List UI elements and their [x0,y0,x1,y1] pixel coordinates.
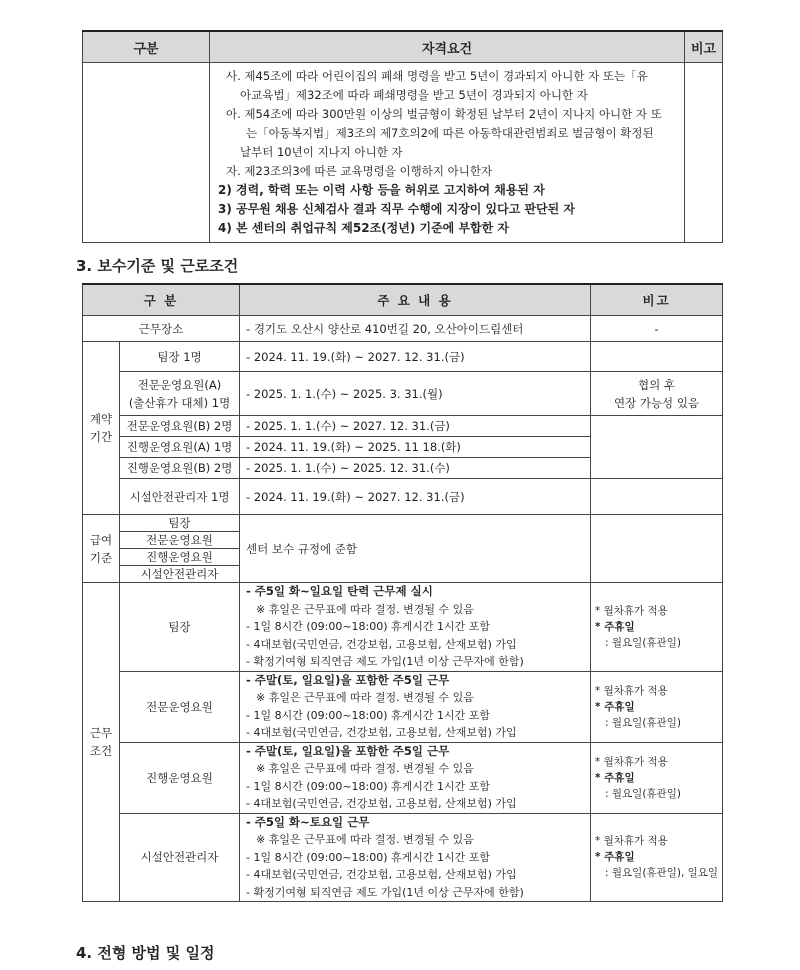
contract-period: - 2024. 11. 19.(화) ~ 2027. 12. 31.(금) [240,479,591,515]
header-remark: 비고 [591,284,723,316]
pay-role: 전문운영요원 [120,532,240,549]
work-content: - 주말(토, 일요일)을 포함한 주5일 근무 ※ 휴일은 근무표에 따라 결정. 변경될 수 있음 - 1일 8시간 (09:00~18:00) 휴게시간 1시간 포함 - 4대보험(국민연금, 건강보험, 고용보험, 산재보험) 가입 [240,671,591,742]
qualification-table [82,30,723,243]
contract-role: 팀장 1명 [120,342,240,372]
contract-period: - 2024. 11. 19.(화) ~ 2025. 11 18.(화) [240,437,591,458]
work-role: 진행운영요원 [120,742,240,813]
pay-role: 진행운영요원 [120,549,240,566]
contract-remark: 협의 후 연장 가능성 있음 [591,372,723,416]
pay-role: 시설안전관리자 [120,566,240,583]
work-role: 팀장 [120,583,240,672]
work-remark: * 월차휴가 적용 * 주휴일 : 월요일(휴관일) [591,583,723,672]
contract-period: - 2025. 1. 1.(수) ~ 2025. 3. 31.(월) [240,372,591,416]
qualification-line: 사. 제45조에 따라 어린이집의 폐쇄 명령을 받고 5년이 경과되지 아니한 자 또는「유 [226,69,648,83]
section-3-title: 3. 보수기준 및 근로조건 [76,257,239,275]
work-content: - 주말(토, 일요일)을 포함한 주5일 근무 ※ 휴일은 근무표에 따라 결정. 변경될 수 있음 - 1일 8시간 (09:00~18:00) 휴게시간 1시간 포함 - 4대보험(국민연금, 건강보험, 고용보험, 산재보험) 가입 [240,742,591,813]
workplace-content: - 경기도 오산시 양산로 410번길 20, 오산아이드림센터 [240,316,591,342]
qualification-line: 아교육법」제32조에 따라 폐쇄명령을 받고 5년이 경과되지 아니한 자 [240,88,588,102]
pay-role: 팀장 [120,515,240,532]
qualification-line: 2) 경력, 학력 또는 이력 사항 등을 허위로 고지하여 채용된 자 [218,183,545,197]
contract-remark-empty [591,342,723,372]
qualification-line: 아. 제54조에 따라 300만원 이상의 벌금형이 확정된 날부터 2년이 지나지 아니한 자 또 [226,107,662,121]
workplace-label: 근무장소 [83,316,240,342]
category-cell [83,63,210,243]
qualification-line: 4) 본 센터의 취업규칙 제52조(정년) 기준에 부합한 자 [218,221,509,235]
pay-content: 센터 보수 규정에 준함 [240,515,591,583]
contract-role: 시설안전관리자 1명 [120,479,240,515]
work-content: - 주5일 화~일요일 탄력 근무제 실시 ※ 휴일은 근무표에 따라 결정. 변경될 수 있음 - 1일 8시간 (09:00~18:00) 휴게시간 1시간 포함 - 4대보험(국민연금, 건강보험, 고용보험, 산재보험) 가입 - 확정기여형 퇴직연금 제도 가입(1년 이상 근무자에 한함) [240,583,591,672]
contract-period: - 2024. 11. 19.(화) ~ 2027. 12. 31.(금) [240,342,591,372]
qualification-line: 3) 공무원 채용 신체검사 결과 직무 수행에 지장이 있다고 판단된 자 [218,202,576,216]
contract-period: - 2025. 1. 1.(수) ~ 2025. 12. 31.(수) [240,458,591,479]
contract-period-label: 계약 기간 [83,342,120,515]
contract-role: 전문운영요원(A) (출산휴가 대체) 1명 [120,372,240,416]
work-content: - 주5일 화~토요일 근무 ※ 휴일은 근무표에 따라 결정. 변경될 수 있음 - 1일 8시간 (09:00~18:00) 휴게시간 1시간 포함 - 4대보험(국민연금, 건강보험, 고용보험, 산재보험) 가입 - 확정기여형 퇴직연금 제도 가입(1년 이상 근무자에 한함) [240,813,591,902]
pay-standard-label: 급여 기준 [83,515,120,583]
working-conditions-label: 근무 조건 [83,583,120,902]
compensation-table [82,283,723,902]
work-role: 시설안전관리자 [120,813,240,902]
work-remark: * 월차휴가 적용 * 주휴일 : 월요일(휴관일), 일요일 [591,813,723,902]
workplace-remark: - [591,316,723,342]
qualification-cell [210,63,685,243]
contract-role: 진행운영요원(B) 2명 [120,458,240,479]
work-remark: * 월차휴가 적용 * 주휴일 : 월요일(휴관일) [591,671,723,742]
contract-role: 진행운영요원(A) 1명 [120,437,240,458]
qualification-line: 날부터 10년이 지나지 아니한 자 [240,145,403,159]
remark-cell [685,63,723,243]
contract-remark-empty [591,479,723,515]
contract-role: 전문운영요원(B) 2명 [120,416,240,437]
contract-remark-empty [591,416,723,479]
qualification-line: 는「아동복지법」제3조의 제7호의2에 따른 아동학대관련범죄로 벌금형이 확정된 [246,126,654,140]
header-category: 구 분 [83,284,240,316]
work-role: 전문운영요원 [120,671,240,742]
header-qualification: 자격요건 [210,31,685,63]
header-content: 주 요 내 용 [240,284,591,316]
contract-period: - 2025. 1. 1.(수) ~ 2027. 12. 31.(금) [240,416,591,437]
header-category: 구분 [83,31,210,63]
pay-remark [591,515,723,583]
work-remark: * 월차휴가 적용 * 주휴일 : 월요일(휴관일) [591,742,723,813]
section-4-title: 4. 전형 방법 및 일정 [76,944,215,962]
header-remark: 비고 [685,31,723,63]
qualification-line: 자. 제23조의3에 따른 교육명령을 이행하지 아니한자 [226,164,493,178]
